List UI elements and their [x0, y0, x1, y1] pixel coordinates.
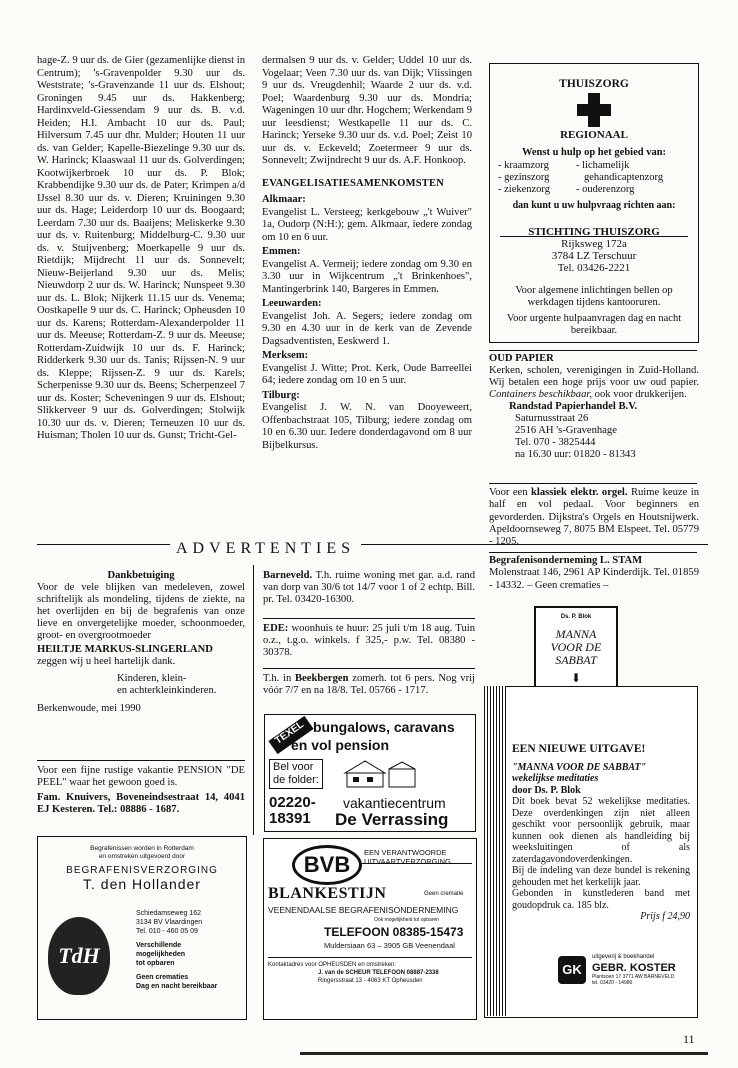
dh-feat: Geen crematies	[136, 974, 189, 981]
oud-papier-line: na 16.30 uur: 01820 - 81343	[515, 449, 636, 460]
book-author: door Ds. P. Blok	[512, 784, 581, 796]
services-text-2: dermalsen 9 uur ds. v. Gelder; Uddel 10 uur ds. Vogelaar; Veen 7.30 uur ds. van Dijk; Vlissingen 9 uur ds. Vreugdenhil; Waarde 2 uur ds. v.d. Poel; Waardenburg 9.30 uur ds. Mondria; Wageningen 10 uur dhr. Hogchem; Werkendam 9 uur leesdienst; Westkapelle 11 uur ds. C. Harinck; Yerseke 9.30 uur ds. v.d. Poel; Zeist 10 uur ds. v. Eckeveld; Zoetermeer 9 uur ds. Sonnevelt; Zwijndrecht 9 uur ds. A.F. Honkoop.	[262, 55, 472, 166]
vakantie-contact: Fam. Knuivers, Boveneindsestraat 14, 4041 EJ Kesteren. Tel.: 08886 - 1687.	[37, 792, 245, 815]
dh-logo-text: TdH	[58, 943, 100, 968]
bvb-nocrem: Geen crematie	[424, 891, 464, 897]
evangelisatie-text: Evangelist Joh. A. Segers; iedere zondag om 9.30 en 4.30 uur in de kerk van de Zevende Dagsadventisten, Eeskwerd 1.	[262, 310, 472, 347]
info-urgent: Voor urgente hulpaanvragen dag en nacht bereikbaar.	[506, 313, 682, 336]
dank-family2: en achterkleinkinderen.	[117, 685, 217, 696]
bvb-contact3: Ringersstraat 13 - 4063 KT Opheusden	[318, 978, 423, 984]
texel-l1: bungalows, caravans	[313, 719, 455, 735]
oud-papier-title: OUD PAPIER	[489, 353, 554, 364]
bvb-sub: VEENENDAALSE BEGRAFENISONDERNEMING	[268, 905, 459, 915]
ede-ad	[263, 623, 475, 659]
dh-feat: mogelijkheden	[136, 951, 186, 958]
thuiszorg-ad	[489, 63, 699, 343]
bvb-name: BLANKESTIJN	[268, 885, 387, 902]
service-item: gehandicaptenzorg	[584, 172, 664, 183]
dh-name1: BEGRAFENISVERZORGING	[66, 865, 218, 876]
evangelisatie-text: Evangelist J. W. N. van Dooyeweert, Offenbachstraat 105, Tilburg; iedere zondag om 10 en 6.30 uur. Iedere donderdagavond om 8 uur Bijbelkursus.	[262, 402, 472, 451]
orgel-pre: Voor een	[489, 487, 528, 498]
evangelisatie-city: Alkmaar:	[262, 194, 306, 205]
service-item: - ziekenzorg	[498, 184, 550, 195]
orgel-bold: klassiek elektr. orgel.	[530, 487, 628, 498]
bvb-logo-icon: BVB	[292, 845, 362, 885]
dankbetuiging-ad	[37, 570, 245, 715]
gk-logo-icon: GK	[558, 956, 586, 984]
bvb-tag1: EEN VERANTWOORDE	[364, 848, 447, 857]
texel-tel2: 18391	[269, 810, 311, 827]
service-item: - gezinszorg	[498, 172, 550, 183]
book-spine	[484, 686, 506, 1016]
texel-ad	[264, 714, 476, 832]
dh-top2: en omstreken uitgevoerd door	[98, 853, 186, 860]
house-icon	[341, 759, 421, 789]
oud-papier-text2: ook voor drukkerijen.	[594, 389, 687, 400]
texel-call1: Bel voor	[273, 761, 314, 773]
book-text1: Dit boek bevat 52 wekelijkse meditaties. Deze overdenkingen zijn niet alleen geschikt voor persoonlijk gebruik, maar kunnen ook dienen als handleiding bij weeksluitingen of als zaterdagavondoverdenkingen.	[512, 796, 690, 865]
vakantie-text: Voor een fijne rustige vakantie PENSION "DE PEEL" waar het gewoon goed is.	[37, 765, 245, 788]
pub-addr: Plantsoen 17 3771 AW BARNEVELD	[592, 974, 675, 980]
stam-title: Begrafenisonderneming L. STAM	[489, 555, 643, 566]
texel-c2: De Verrassing	[335, 810, 449, 829]
stam-text: Molenstraat 146, 2961 AP Kinderdijk. Tel. 01859 - 14332. – Geen crematies –	[489, 567, 699, 591]
cover-author: Ds. P. Blok	[560, 614, 592, 620]
blankestijn-ad	[263, 838, 477, 1020]
oud-papier-company: Randstad Papierhandel B.V.	[509, 401, 638, 412]
pub-tel: tel. 03420 - 14986	[592, 980, 633, 986]
orgel-text: Ruime keuze in half en vol pedaal. Voor beginners en gevorderden. Dijkstra's Orgels en Houtsnijwerk. Apeldoornseweg 7, 8075 BM Elspeet. Tel. 05779 - 1205.	[489, 487, 699, 548]
evangelisatie-heading: EVANGELISATIESAMENKOMSTEN	[262, 177, 444, 189]
dh-top1: Begrafenissen worden in Rotterdam	[90, 845, 194, 852]
thuiszorg-subtitle: REGIONAAL	[560, 129, 628, 141]
dh-feat: tot opbaren	[136, 960, 175, 967]
pub-small: uitgeverij & boekhandel	[592, 954, 655, 960]
oud-papier-line: Tel. 070 - 3825444	[515, 437, 596, 448]
dh-feat: Dag en nacht bereikbaar	[136, 983, 218, 990]
evangelisatie-city: Leeuwarden:	[262, 298, 322, 309]
service-item: - kraamzorg	[498, 160, 549, 171]
texel-badge: TEXEL	[268, 716, 313, 754]
cover-title: VOOR DE	[550, 640, 602, 654]
service-item: - ouderenzorg	[576, 184, 635, 195]
dank-place: Berkenwoude, mei 1990	[37, 703, 141, 714]
arrow-icon: ⬇	[570, 671, 582, 685]
bvb-tel: TELEFOON 08385-15473	[324, 925, 464, 939]
dh-addr: 3134 BV Vlaardingen	[136, 919, 203, 926]
ede-text: woonhuis te huur: 25 juli t/m 18 aug. Tuin o.z., t.g.o. winkels. f 325,- p.w. Tel. 08380 - 30378.	[263, 623, 475, 658]
dank-name: HEILTJE MARKUS-SLINGERLAND	[37, 644, 213, 655]
org-address1: Rijksweg 172a	[561, 238, 627, 250]
den-hollander-ad	[37, 836, 247, 1020]
tdh-logo-icon	[48, 917, 110, 995]
texel-c1: vakantiecentrum	[343, 795, 446, 811]
texel-tel1: 02220-	[269, 794, 316, 811]
contact-question: dan kunt u uw hulpvraag richten aan:	[512, 200, 676, 211]
church-services-column-1	[37, 55, 245, 444]
texel-l2: en vol pension	[291, 737, 390, 753]
thuiszorg-question: Wenst u hulp op het gebied van:	[521, 147, 667, 158]
dh-name2: T. den Hollander	[83, 876, 201, 892]
book-text3: Gebonden in kunstlederen band met goudopdruk ca. 185 blz.	[512, 888, 690, 911]
dank-title: Dankbetuiging	[107, 570, 175, 581]
orgel-ad	[489, 487, 699, 548]
book-price: Prijs f 24,90	[640, 911, 690, 922]
dh-addr: Schiedamseweg 162	[136, 910, 201, 917]
ede-bold: EDE:	[263, 623, 289, 634]
pub-name: GEBR. KOSTER	[592, 962, 676, 974]
oud-papier-line: 2516 AH 's-Gravenhage	[515, 425, 617, 436]
oud-papier-text: Kerken, scholen, verenigingen in Zuid-Holland. Wij betalen een hoge prijs voor uw oud papier.	[489, 365, 699, 388]
org-phone: Tel. 03426-2221	[557, 262, 631, 274]
dh-feat: Verschillende	[136, 942, 182, 949]
book-title: "MANNA VOOR DE SABBAT"	[512, 761, 647, 773]
bvb-contact1: Kontaktadres voor OPHEUSDEN en omstreken:	[268, 962, 397, 968]
beekbergen-bold: Beekbergen	[294, 673, 349, 684]
service-item: - lichamelijk	[576, 160, 630, 171]
barneveld-ad	[263, 570, 475, 606]
thuiszorg-title: THUISZORG	[559, 78, 629, 90]
bvb-addr: Muldersiaan 63 – 3905 GB Veenendaal	[324, 941, 455, 950]
cover-title: SABBAT	[555, 653, 597, 667]
texel-call2: de folder:	[273, 774, 319, 786]
org-name: STICHTING THUISZORG	[528, 226, 660, 238]
bvb-tiny: Ook mogelijkheid tot opbaren	[374, 917, 440, 923]
dank-text: Voor de vele blijken van medeleven, zowel schriftelijk als mondeling, tijdens de ziekte, na het overlijden en bij de begrafenis van onze lieve en onvergetelijke moeder, schoonmoeder, groot- en overgrootmoeder	[37, 582, 245, 641]
advertenties-title: ADVERTENTIES	[170, 540, 361, 558]
evangelisatie-text: Evangelist L. Versteeg; kerkgebouw „'t Wuiver" 1a, Oudorp (N:H:); gem. Alkmaar, iedere zondag om 10 en 6 uur.	[262, 206, 472, 243]
book-ad	[484, 598, 698, 1018]
beekbergen-pre: T.h. in	[263, 673, 292, 684]
oud-papier-ad	[489, 353, 699, 461]
barneveld-bold: Barneveld.	[263, 570, 313, 581]
dank-thanks: zeggen wij u heel hartelijk dank.	[37, 656, 176, 667]
beekbergen-text: zomerh. tot 6 pers. Nog vrij vóór 7/7 en na 18/8. Tel. 05766 - 1717.	[263, 673, 475, 696]
evangelisatie-city: Tilburg:	[262, 389, 300, 401]
oud-papier-italic: Containers beschikbaar,	[489, 389, 592, 400]
red-cross-icon	[577, 93, 611, 127]
page-number: 11	[683, 1032, 695, 1046]
dank-family1: Kinderen, klein-	[117, 673, 187, 684]
bvb-contact2: J. van de SCHEUR TELEFOON 08887-2338	[318, 970, 439, 976]
book-subtitle: wekelijkse meditaties	[512, 773, 599, 784]
evangelisatie-text: Evangelist A. Vermeij; iedere zondag om 9.30 en 3.30 uur in Wijkcentrum „'t Brinkenhoes", Mantingerbrink 140, Bargeres in Emmen.	[262, 258, 472, 295]
church-services-column-2	[262, 55, 472, 453]
services-text-1: hage-Z. 9 uur ds. de Gier (gezamenlijke dienst in Centrum); 's-Gravenpolder 9.30 uur ds. Weststrate; 's-Gravenzande 11 uur ds. Elshout; Groningen 9.45 uur ds. Hakkenberg; Hardinxveld-Giessendam 9 uur ds. B. v.d. Heiden; H.I. Ambacht 10 uur ds. Paul; Hilversum 7.45 uur dhr. Mulder; Houten 11 uur ds. van Gelder; Kapelle-Biezelinge 9.30 uur ds. W. Harinck; Klaaswaal 11 uur ds. Golverdingen; Kootwijkerbroek 10 uur ds. P. Blok; Krabbendijke 9.30 uur ds. de Pater; Krimpen a/d IJssel 8.30 uur ds. v. Dieren; Kruiningen 9.30 uur ds. Hage; Leiderdorp 10 uur ds. Boogaard; Leerdam 7.30 uur ds. Baaijens; Meliskerke 9.30 uur ds. v. Ruitenburg; Middelburg-C. 9.30 uur ds. v. Stuijvenberg; Moerkapelle 9 uur ds. Rietdijk; Mijdrecht 11 uur ds. Sonnevelt; Nieuw-Beijerland 9.30 uur ds. Melis; Nieuwdorp 2 uur ds. W. Harinck; Nunspeet 9.30 uur ds. L. Blok; Nijkerk 11.15 uur ds. Venema; Oostkapelle 9 uur ds. C. Harinck; Opheusden 10 uur ds. Karens; Rotterdam-Alexanderpolder 11 uur ds. Meeuse; Rotterdam-Z. 9 uur ds. Meeuse; Rotterdam-Zuidwijk 10 uur ds. F. Harinck; Ridderkerk 9.30 uur ds. Tanis; Rijssen-N. 9 uur ds. Kleppe; Rijssen-Z. 9 uur ds. Karels; Scherpenisse 9.30 uur ds. Beens; Scherpenzeel 7 uur ds. Koster; Scheveningen 9 uur ds. Elshout; Slikkerveer 9 uur ds. Golverdingen; Stolwijk 10.30 uur ds. v. Dieren; Terneuzen 10 uur ds. Huisman; Tholen 10 uur ds. Gunst; Tricht-Gel-	[37, 55, 245, 441]
barneveld-text: T.h. ruime woning met gar. a.d. rand van dorp van 30/6 tot 14/7 voor 1 of 2 echtp. Bill. pr. Tel. 03420-16300.	[263, 570, 475, 605]
info-general: Voor algemene inlichtingen bellen op werkdagen tijdens kantooruren.	[515, 285, 673, 308]
vakantie-ad	[37, 765, 245, 816]
org-address2: 3784 LZ Terschuur	[551, 250, 637, 262]
beekbergen-ad	[263, 673, 475, 697]
oud-papier-line: Saturnusstraat 26	[515, 413, 589, 424]
bvb-tag2: UITVAARTVERZORGING	[364, 856, 451, 866]
evangelisatie-city: Merksem:	[262, 350, 309, 361]
stam-ad	[489, 555, 699, 592]
evangelisatie-city: Emmen:	[262, 246, 301, 257]
evangelisatie-text: Evangelist J. Witte; Prot. Kerk, Oude Barreellei 64; iedere zondag om 10 en 5 uur.	[262, 362, 472, 386]
dh-addr: Tel. 010 - 460 05 09	[136, 928, 198, 935]
book-headline: EEN NIEUWE UITGAVE!	[512, 743, 646, 755]
cover-title: MANNA	[555, 627, 597, 641]
book-text2: Bij de indeling van deze bundel is rekening gehouden met het kerkelijk jaar.	[512, 865, 690, 888]
